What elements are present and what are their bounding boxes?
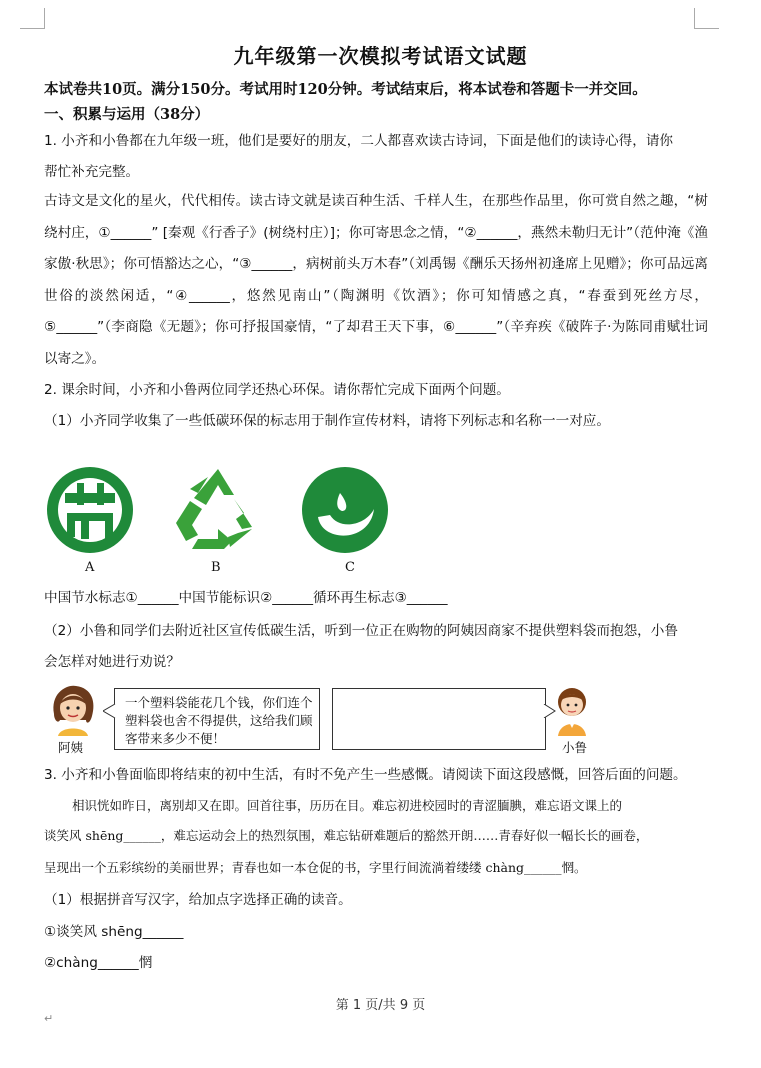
water-drop-logo	[300, 465, 390, 555]
aunt-speech-line1: 一个塑料袋能花几个钱，你们连个	[125, 695, 313, 710]
xiaolu-answer-bubble[interactable]	[332, 688, 546, 750]
crop-mark-top-right	[694, 8, 719, 29]
q2-sub2-line1: （2）小鲁和同学们去附近社区宣传低碳生活，听到一位正在购物的阿姨因商家不提供塑料袋而抱怨，小鲁	[44, 623, 678, 639]
water-saving-logo	[45, 465, 135, 555]
aunt-speech-line3: 客带来多少不便！	[125, 731, 226, 746]
logo-a-label: A	[85, 560, 95, 575]
crop-mark-top-left	[20, 8, 45, 29]
q3-passage-line1: 相识恍如昨日，离别却又在即。回首往事，历历在目。难忘初进校园时的青涩腼腆，难忘语文课上的	[72, 798, 623, 813]
q2-sub1: （1）小齐同学收集了一些低碳环保的标志用于制作宣传材料，请将下列标志和名称一一对应。	[44, 413, 610, 429]
page-title: 九年级第一次模拟考试语文试题	[233, 44, 528, 68]
xiaolu-avatar	[552, 684, 592, 736]
q1-stem-line1: 1. 小齐和小鲁都在九年级一班，他们是要好的朋友，二人都喜欢读古诗词，下面是他们的读诗心得，请你	[44, 133, 674, 149]
page-number-footer: 第 1 页/共 9 页	[335, 998, 426, 1013]
q2-sub2-line2: 会怎样对她进行劝说？	[44, 654, 180, 670]
xiaolu-label: 小鲁	[562, 740, 588, 755]
q2-stem: 2. 课余时间，小齐和小鲁两位同学还热心环保。请你帮忙完成下面两个问题。	[44, 382, 510, 398]
exam-instructions: 本试卷共10页。满分150分。考试用时120分钟。考试结束后，将本试卷和答题卡一并交回。	[44, 81, 647, 98]
aunt-speech-bubble	[114, 688, 320, 750]
section-title: 一、积累与运用（38分）	[44, 106, 210, 123]
aunt-avatar	[48, 684, 98, 736]
logo-c-label: C	[345, 560, 355, 575]
q3-blank2: ②chàng______惘	[44, 955, 153, 971]
aunt-bubble-tail	[103, 704, 116, 718]
q3-passage-line2: 谈笑风 shēng______，难忘运动会上的热烈氛围，难忘钻研难题后的豁然开朗……青春好似一幅长长的画卷，	[44, 828, 649, 843]
logo-matching-line: 中国节水标志①______中国节能标识②______循环再生标志③______	[44, 590, 448, 606]
q3-sub1: （1）根据拼音写汉字，给加点字选择正确的读音。	[44, 892, 352, 908]
q3-blank1: ①谈笑风 shēng______	[44, 924, 184, 940]
logo-b-label: B	[211, 560, 221, 575]
recycle-logo	[172, 463, 264, 555]
aunt-label: 阿姨	[58, 740, 84, 755]
q3-passage-line3: 呈现出一个五彩缤纷的美丽世界；青春也如一本仓促的书，字里行间流淌着缕缕 chàng______惘。	[44, 860, 587, 875]
paragraph-mark: ↵	[44, 1012, 54, 1025]
q1-passage: 古诗文是文化的星火，代代相传。读古诗文就是读百种生活、千样人生，在那些作品里，你可赏自然之趣，“树绕村庄，①______” [秦观《行香子》(树绕村庄）]；你可寄思念之情，“②______，燕然未勒归无计”（范仲淹《渔家傲·秋思》；你可悟豁达之心，“③______，病树前头万木春”（刘禹锡《酬乐天扬州初逢席上见赠》；你可品远离世俗的淡然闲适，“④______，悠然见南山”（陶渊明《饮酒》；你可知情感之真，“春蚕到死丝方尽，⑤______”（李商隐《无题》；你可抒报国豪情，“了却君王天下事，⑥______”（辛弃疾《破阵子·为陈同甫赋壮词以寄之》。	[44, 193, 708, 367]
q3-stem: 3. 小齐和小鲁面临即将结束的初中生活，有时不免产生一些感慨。请阅读下面这段感慨，回答后面的问题。	[44, 767, 687, 783]
q1-stem-line2: 帮忙补充完整。	[44, 164, 140, 180]
aunt-speech-line2: 塑料袋也舍不得提供，这给我们顾	[125, 713, 313, 728]
